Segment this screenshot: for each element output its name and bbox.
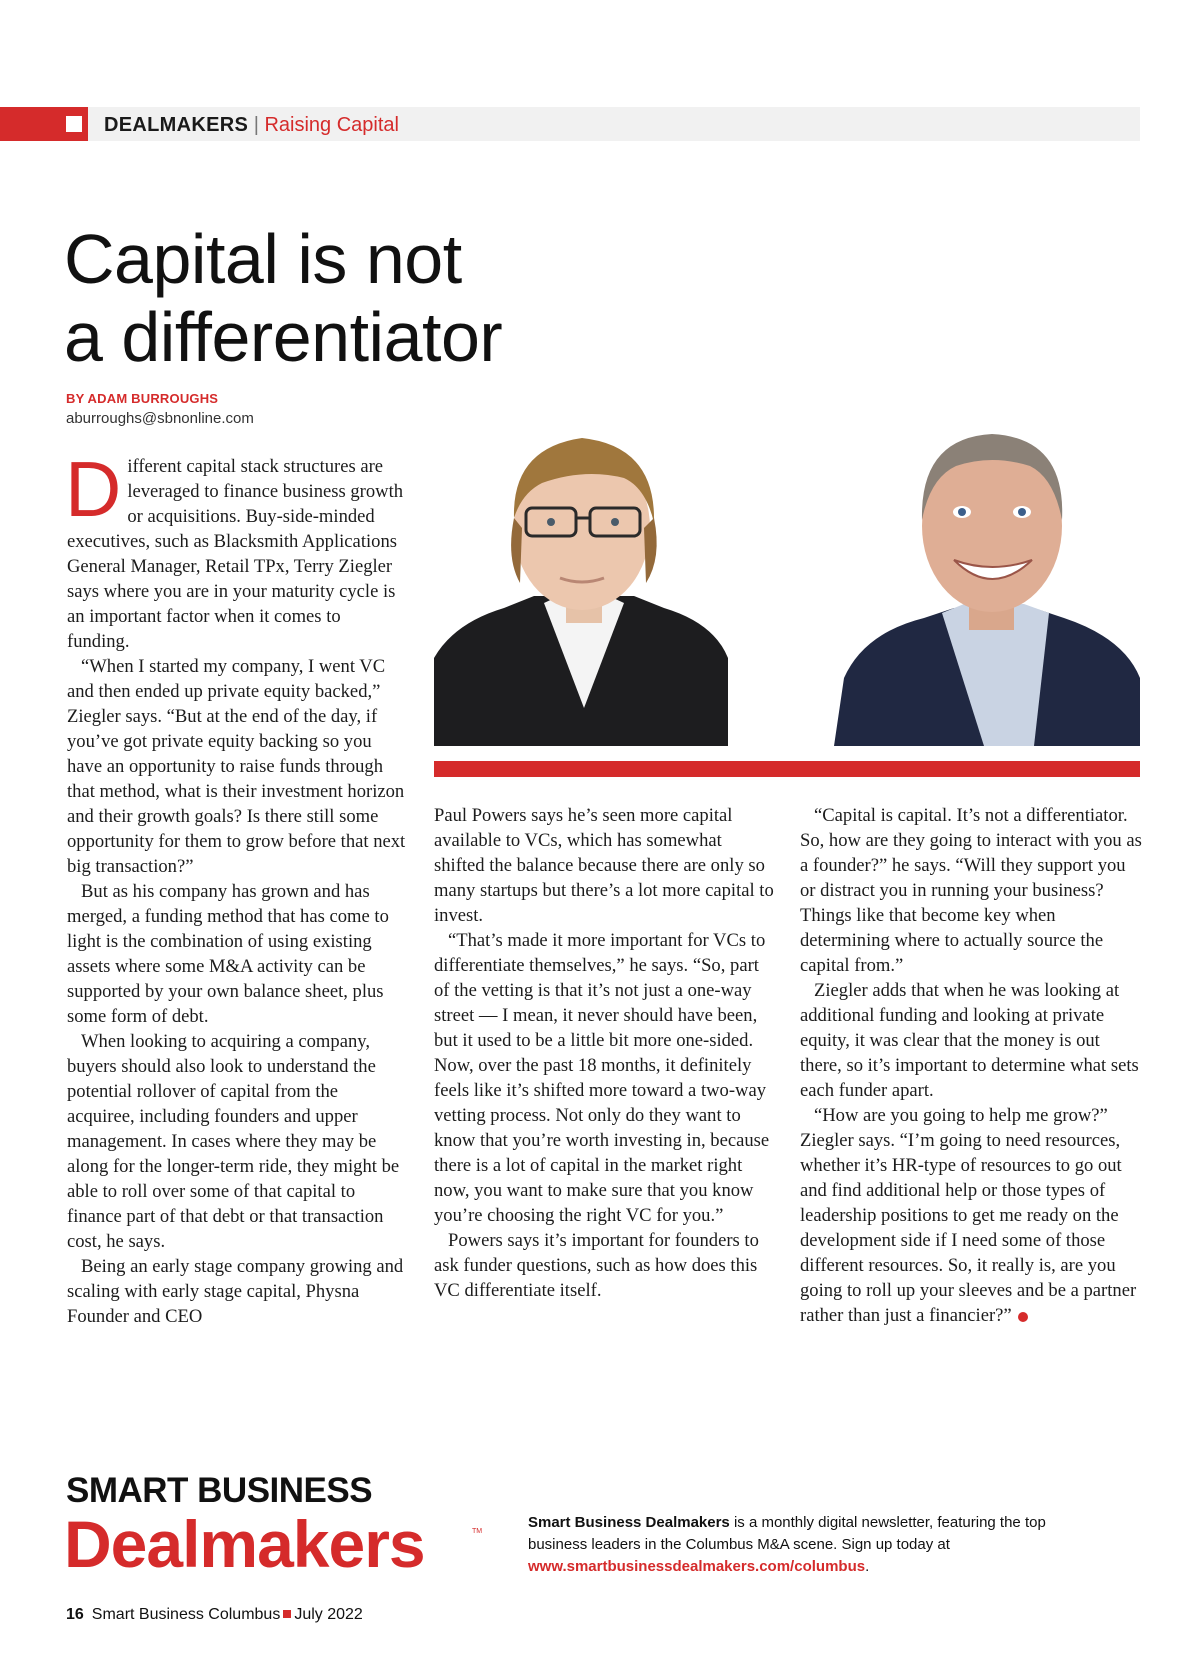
page-folio	[66, 1606, 363, 1624]
section-subtitle: Raising Capital	[264, 114, 399, 136]
end-mark-icon	[1018, 1312, 1028, 1322]
promo-brand: Smart Business Dealmakers	[528, 1514, 730, 1531]
page-title-line-1: Capital is not	[64, 220, 462, 298]
promo-text-end: .	[865, 1558, 870, 1575]
article-paragraph-text: “How are you going to help me grow?” Ziegler says. “I’m going to need resources, whether it’s HR-type of resources to go out and find additional help or those types of leadership positions to get me ready on the development side if I need some of those different resources. So, it really is, are you going to roll up your sleeves and be a partner rather than just a financier?”	[800, 1105, 1137, 1326]
page-title-line-2: a differentiator	[64, 298, 503, 376]
logo-trademark: TM	[472, 1528, 483, 1535]
portrait-paul-powers	[434, 408, 728, 746]
author-email[interactable]: aburroughs@sbnonline.com	[66, 410, 254, 427]
folio-square-icon	[283, 1610, 291, 1618]
portrait-paul-powers-image	[434, 408, 728, 746]
article-paragraph: “That’s made it more important for VCs to differentiate themselves,” he says. “So, part of the vetting is that it’s not just a one-way street — I mean, it never should have been, but it used to be a little bit more one-sided. Now, over the past 18 months, it definitely feels like it’s shifted more toward a two-way vetting process. Not only do they want to know that you’re worth investing in, because there is a lot of capital in the market right now, you want to make sure that you know you’re choosing the right VC for you.”	[434, 930, 770, 1226]
publication-name: Smart Business Columbus	[91, 1606, 281, 1623]
article-paragraph: Ziegler adds that when he was looking at additional funding and looking at private equity, it was clear that the money is out there, so it’s important to determine what sets each funder apart.	[800, 980, 1139, 1101]
section-separator: |	[253, 114, 259, 136]
page-number: 16	[66, 1606, 84, 1623]
article-paragraph: But as his company has grown and has merged, a funding method that has come to light is the combination of using existing assets where some M&A activity can be supported by your own balance sheet, plus some form of debt.	[67, 881, 389, 1027]
promo-link[interactable]: www.smartbusinessdealmakers.com/columbus	[528, 1558, 866, 1575]
article-paragraph: “Capital is capital. It’s not a differentiator. So, how are they going to interact with you as a founder?” he says. “Will they support you or distract you in running your business? Things like that become key when determining where to actually source the capital from.”	[800, 805, 1142, 976]
photo-divider-bar	[434, 761, 1140, 777]
issue-date: July 2022	[294, 1606, 363, 1623]
section-title: DEALMAKERS	[104, 114, 249, 136]
portrait-terry-ziegler	[834, 408, 1140, 746]
article-paragraph	[65, 445, 407, 654]
article-paragraph: Powers says it’s important for founders to ask funder questions, such as how does this VC differentiate itself.	[434, 1230, 759, 1301]
section-square-icon	[66, 116, 82, 132]
page-title	[64, 220, 764, 376]
article-paragraph-text: ifferent capital stack structures are leveraged to finance business growth or acquisitions. Buy-side-minded executives, such as Blacksmith Applications General Manager, Retail TPx, Terry Ziegler says where you are in your maturity cycle is an important factor when it comes to funding.	[67, 456, 404, 652]
portrait-terry-ziegler-image	[834, 408, 1140, 746]
logo-dealmakers: Dealmakers	[64, 1507, 425, 1581]
article-column-3	[800, 803, 1142, 1328]
section-header	[104, 113, 399, 137]
article-paragraph	[800, 1103, 1142, 1328]
author-byline: BY ADAM BURROUGHS	[66, 391, 219, 406]
newsletter-promo	[528, 1512, 1088, 1578]
article-paragraph: When looking to acquiring a company, buyers should also look to understand the potential rollover of capital from the acquiree, including founders and upper management. In cases where they may be along for the longer-term ride, they might be able to roll over some of that capital to finance part of that debt or that transaction cost, he says.	[67, 1031, 400, 1252]
article-column-1	[65, 445, 407, 1329]
drop-cap: D	[65, 445, 122, 533]
article-paragraph: “When I started my company, I went VC and then ended up private equity backed,” Ziegler says. “But at the end of the day, if you’ve got private equity backing so you have an opportunity to raise funds through that method, what is their investment horizon and their growth goals? Is there still some opportunity for them to grow before that next big transaction?”	[67, 656, 406, 877]
article-column-2	[434, 803, 774, 1303]
article-paragraph: Paul Powers says he’s seen more capital available to VCs, which has somewhat shifted the balance because there are only so many startups but there’s a lot more capital to invest.	[434, 805, 774, 926]
promo-text: is a monthly digital newsletter, featuring the top business leaders in the Columbus M&A scene. Sign up today at	[528, 1514, 1046, 1553]
article-paragraph: Being an early stage company growing and scaling with early stage capital, Physna Founder and CEO	[67, 1256, 404, 1327]
logo-smart-business: SMART BUSINESS	[66, 1471, 373, 1510]
